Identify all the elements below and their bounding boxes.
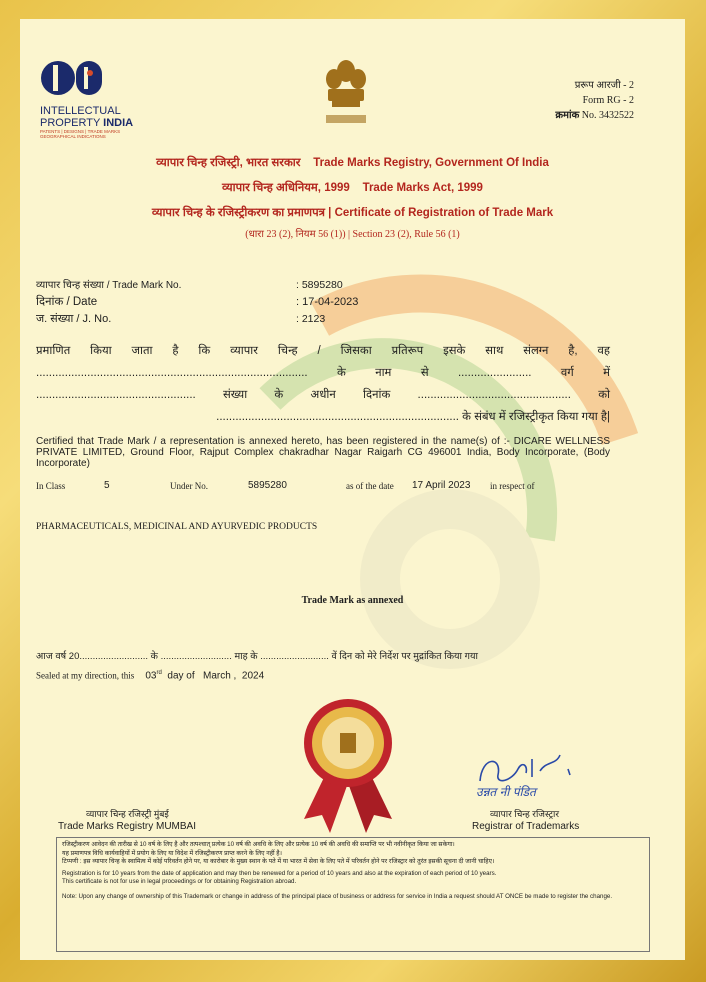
- under-no-value: 5895280: [248, 480, 287, 491]
- trade-mark-no-label: व्यापार चिन्ह संख्या / Trade Mark No.: [36, 280, 182, 291]
- signature-text: उन्नत नी पंडित: [476, 785, 536, 799]
- trade-mark-no-value: : 5895280: [296, 279, 343, 291]
- header-line1: [20, 155, 685, 170]
- form-hindi: प्ररूप आरजी - 2: [574, 80, 634, 91]
- note-english-1: Registration is for 10 years from the date of application and may then be renewed for a period of 10 years and also at the expiration of each period of 10 years.: [62, 869, 497, 877]
- logo-sub2: GEOGRAPHICAL INDICATIONS: [40, 134, 106, 139]
- serial-hindi-label: क्रमांक: [555, 110, 580, 121]
- j-no-value: : 2123: [296, 313, 326, 325]
- sealed-day-suffix: rd: [156, 670, 162, 676]
- registrar-hindi: व्यापार चिन्ह रजिस्ट्रार: [490, 809, 560, 819]
- serial-number: No. 3432522: [581, 110, 634, 121]
- hindi-line-2: ..................................................................................... के नाम से ....................... वर्ग में: [36, 367, 610, 379]
- registry-hindi: व्यापार चिन्ह रजिस्ट्री मुंबई: [86, 809, 169, 819]
- sealed-line: [36, 670, 264, 681]
- note-english-3: Note: Upon any change of ownership of this Trademark or change in address of the principal place of business or address for service in India a request should AT ONCE be made to register the change.: [62, 892, 613, 900]
- hindi-line-3: .................................................. संख्या के अधीन दिनांक ................................................ को: [36, 389, 610, 401]
- logo-sub1: PATENTS | DESIGNS | TRADE MARKS: [40, 129, 121, 134]
- note-english-2: This certificate is not for use in legal proceedings or for obtaining Registration abroad.: [62, 878, 297, 886]
- class-value: 5: [104, 480, 110, 491]
- form-block: [555, 78, 634, 123]
- date-value: : 17-04-2023: [296, 296, 359, 308]
- details-values: [296, 277, 358, 328]
- hindi-line-4: ............................................................................ के संबंध में रजिस्ट्रीकृत किया गया है|: [216, 411, 610, 423]
- under-no-label: Under No.: [170, 481, 208, 491]
- hindi-sealed-line: आज वर्ष 20.......................... के ........................... माह के .......................... वें दिन को मेरे निर्देश पर मुद्रांकित किया गया: [36, 651, 478, 662]
- goods-description: PHARMACEUTICALS, MEDICINAL AND AYURVEDIC PRODUCTS: [36, 522, 318, 532]
- as-of-date-label: as of the date: [346, 481, 394, 491]
- hindi-paragraph: [36, 340, 610, 428]
- sealed-month: March ,: [202, 670, 237, 682]
- sealed-text: Sealed at my direction, this: [36, 670, 135, 681]
- header-hindi-1: व्यापार चिन्ह रजिस्ट्री, भारत सरकार: [156, 157, 301, 169]
- header-english-2: Trade Marks Act, 1999: [362, 182, 483, 194]
- in-class-label: In Class: [36, 481, 66, 491]
- form-number: Form RG - 2: [582, 95, 634, 106]
- header-line2: [20, 180, 685, 195]
- registrar-english: Registrar of Trademarks: [472, 821, 580, 832]
- j-no-label: ज. संख्या / J. No.: [36, 313, 112, 325]
- header-english-1: Trade Marks Registry, Government Of India: [313, 157, 549, 169]
- in-respect-of-label: in respect of: [490, 481, 535, 491]
- note-hindi-2: यह प्रमाणपत्र विधि कार्यवाहियों में प्रयोग के लिए या विदेश में रजिस्ट्रीकरण प्राप्त करने के लिए नहीं है।: [62, 849, 282, 857]
- notes-box: [56, 837, 650, 952]
- logo-line1: INTELLECTUAL: [40, 105, 121, 117]
- registration-date: 17 April 2023: [412, 480, 471, 491]
- hindi-line-1: प्रमाणित किया जाता है कि व्यापार चिन्ह / जिसका प्रतिरूप इसके साथ संलग्न है, वह: [36, 345, 610, 357]
- trade-mark-annexed: Trade Mark as annexed: [301, 595, 404, 606]
- certificate-paper: [20, 19, 685, 960]
- logo-text: [40, 105, 133, 139]
- date-label: दिनांक / Date: [36, 296, 98, 308]
- header-hindi-2: व्यापार चिन्ह अधिनियम, 1999: [222, 182, 350, 194]
- ip-india-logo-icon: [40, 53, 104, 103]
- note-hindi-3: टिप्पणी : इस व्यापार चिन्ह के स्वामित्व में कोई परिवर्तन होने पर, या कारोबार के मुख्य स्थान के पते में या भारत में सेवा के लिए पते में परिवर्तन होने पर रजिस्ट्रार को तुरंत इसकी सूचना दी जानी चाहिए।: [62, 858, 495, 866]
- registry-english: Trade Marks Registry MUMBAI: [58, 821, 196, 832]
- national-emblem-icon: [320, 55, 372, 135]
- section-rule: (धारा 23 (2), नियम 56 (1)) | Section 23 (2), Rule 56 (1): [245, 229, 460, 240]
- sealed-year: 2024: [241, 670, 265, 682]
- details-labels: [36, 277, 181, 328]
- certified-paragraph: Certified that Trade Mark / a representation is annexed hereto, has been registered in the name(s) of :- DICARE WELLNESS PRIVATE LIMITED, Ground Floor, Rajput Complex chakradhar Nagar Raigarh CG 496001 India, Body Incorporate, (Body Incorporate): [36, 436, 610, 469]
- official-seal-icon: [286, 695, 410, 835]
- logo-line2: PROPERTY: [40, 117, 104, 129]
- note-hindi-1: रजिस्ट्रीकरण आवेदन की तारीख से 10 वर्ष के लिए है और तत्पश्चात् प्रत्येक 10 वर्ष की अवधि के लिए और प्रत्येक 10 वर्ष की अवधि की समाप्ति पर भी नवीनीकृत किया जा सकेगा।: [62, 841, 455, 848]
- sealed-day: 03: [145, 670, 157, 682]
- day-of-label: day of: [167, 670, 195, 682]
- logo-india: INDIA: [103, 117, 134, 129]
- certificate-title: व्यापार चिन्ह के रजिस्ट्रीकरण का प्रमाणपत्र | Certificate of Registration of Trade Mark: [151, 207, 554, 219]
